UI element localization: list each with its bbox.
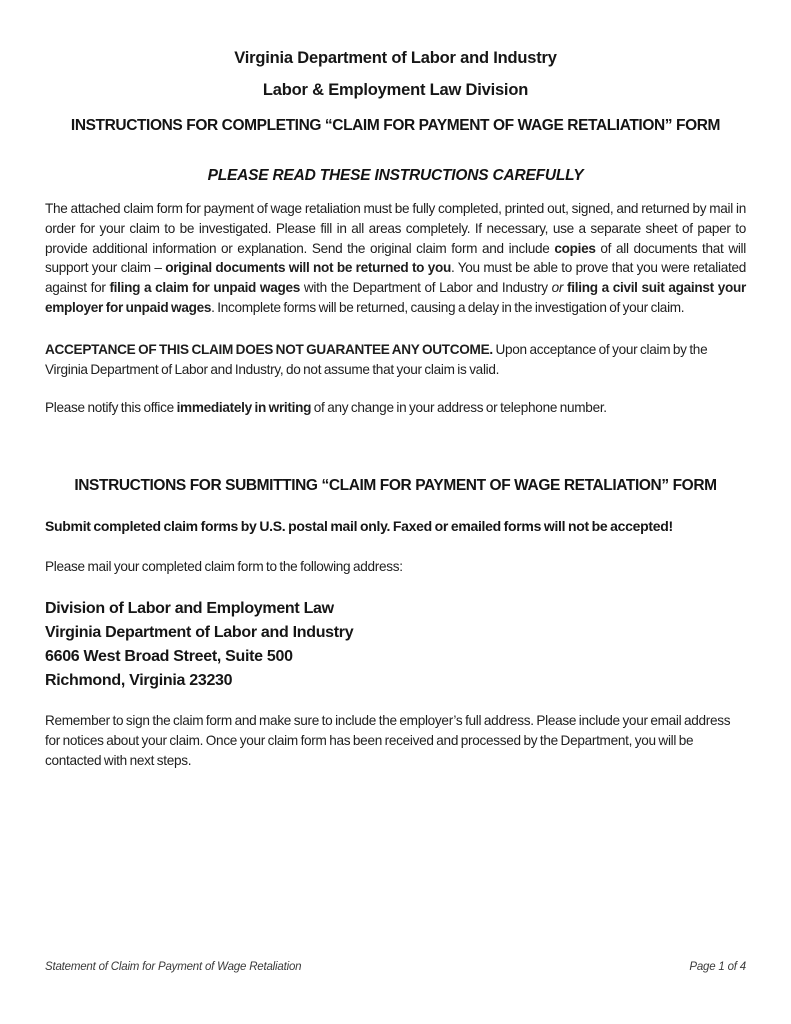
mailing-address-block <box>45 597 746 693</box>
address-department-line: Virginia Department of Labor and Industry <box>45 624 354 641</box>
address-street-line: 6606 West Broad Street, Suite 500 <box>45 648 293 665</box>
paragraph-intro: The attached claim form for payment of wage retaliation must be fully completed, printed out, signed, and returned by mail in order for your claim to be investigated. Please fill in all areas completely. If necessary, use a separate sheet of paper to provide additional information or explanation. Send the original claim form and include copies of all documents that will support your claim – original documents will not be returned to you. You must be able to prove that you were retaliated against for filing a claim for unpaid wages with the Department of Labor and Industry or filing a civil suit against your employer for unpaid wages. Incomplete forms will be returned, causing a delay in the investigation of your claim. <box>45 201 746 315</box>
division-name: Labor & Employment Law Division <box>262 81 529 99</box>
mail-intro-line: Please mail your completed claim form to the following address: <box>45 559 403 574</box>
heading-read-carefully: PLEASE READ THESE INSTRUCTIONS CAREFULLY <box>207 167 584 184</box>
page-footer <box>45 961 746 973</box>
footer-page-number: Page 1 of 4 <box>689 961 746 973</box>
document-header <box>45 42 746 106</box>
paragraph-acceptance: ACCEPTANCE OF THIS CLAIM DOES NOT GUARANTEE ANY OUTCOME. Upon acceptance of your claim by the Virginia Department of Labor and Industry, do not assume that your claim is valid. <box>45 342 708 377</box>
address-division-line: Division of Labor and Employment Law <box>45 600 334 617</box>
postal-only-line: Submit completed claim forms by U.S. postal mail only. Faxed or emailed forms will not be accepted! <box>45 518 673 534</box>
paragraph-notify: Please notify this office immediately in writing of any change in your address or telephone number. <box>45 400 607 415</box>
footer-document-title: Statement of Claim for Payment of Wage Retaliation <box>45 961 302 973</box>
heading-completing-instructions: INSTRUCTIONS FOR COMPLETING “CLAIM FOR PAYMENT OF WAGE RETALIATION” FORM <box>70 117 721 134</box>
address-city-line: Richmond, Virginia 23230 <box>45 672 233 689</box>
org-name: Virginia Department of Labor and Industry <box>234 49 557 67</box>
heading-submitting-instructions: INSTRUCTIONS FOR SUBMITTING “CLAIM FOR PAYMENT OF WAGE RETALIATION” FORM <box>74 477 717 494</box>
paragraph-remember: Remember to sign the claim form and make sure to include the employer’s full address. Please include your email address for notices about your claim. Once your claim form has been received and processed by the Department, you will be contacted with next steps. <box>45 713 731 768</box>
